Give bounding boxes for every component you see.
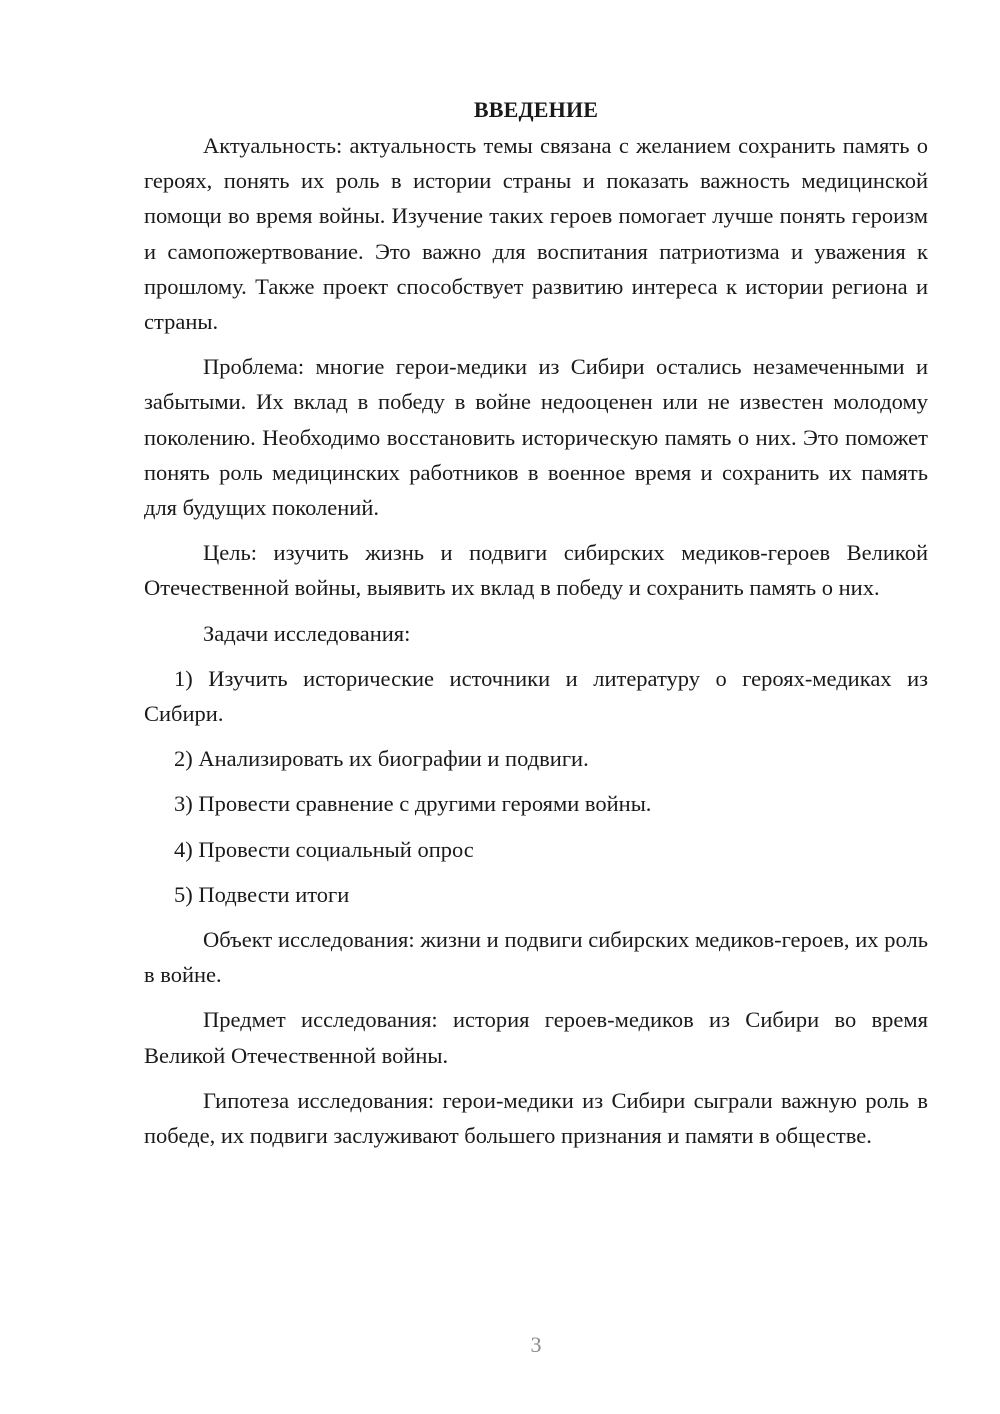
paragraph-subject: Предмет исследования: история героев-медиков из Сибири во время Великой Отечественной войны. [144,1007,928,1068]
paragraph-goal: Цель: изучить жизнь и подвиги сибирских медиков-героев Великой Отечественной войны, выявить их вклад в победу и сохранить память о них. [144,540,928,601]
paragraph-hypothesis: Гипотеза исследования: герои-медики из Сибири сыграли важную роль в победе, их подвиги заслуживают большего признания и памяти в обществе. [144,1087,928,1149]
task-item-5: 5) Подвести итоги [174,881,350,907]
paragraph-relevance: Актуальность: актуальность темы связана с желанием сохранить память о героях, понять их роль в истории страны и показать важность медицинской помощи во время войны. Изучение таких героев помогает лучше понять героизм и самопожертвование. Это важно для воспитания патриотизма и уважения к прошлому. Также проект способствует развитию интереса к истории региона и страны. [144,133,928,335]
paragraph-object: Объект исследования: жизни и подвиги сибирских медиков-героев, их роль в войне. [144,927,928,988]
page-content [144,92,928,1163]
task-item-2: 2) Анализировать их биографии и подвиги. [174,746,589,772]
paragraph-problem: Проблема: многие герои-медики из Сибири остались незамеченными и забытыми. Их вклад в победу в войне недооценен или не известен молодому поколению. Необходимо восстановить историческую память о них. Это поможет понять роль медицинских работников в военное время и сохранить их память для будущих поколений. [144,354,928,521]
section-heading: ВВЕДЕНИЕ [473,97,599,122]
page-number: 3 [530,1332,542,1357]
task-item-4: 4) Провести социальный опрос [174,836,474,862]
task-item-1: 1) Изучить исторические источники и литературу о героях-медиках из Сибири. [144,665,928,727]
task-item-3: 3) Провести сравнение с другими героями войны. [174,791,652,817]
paragraph-tasks-title: Задачи исследования: [203,620,411,646]
